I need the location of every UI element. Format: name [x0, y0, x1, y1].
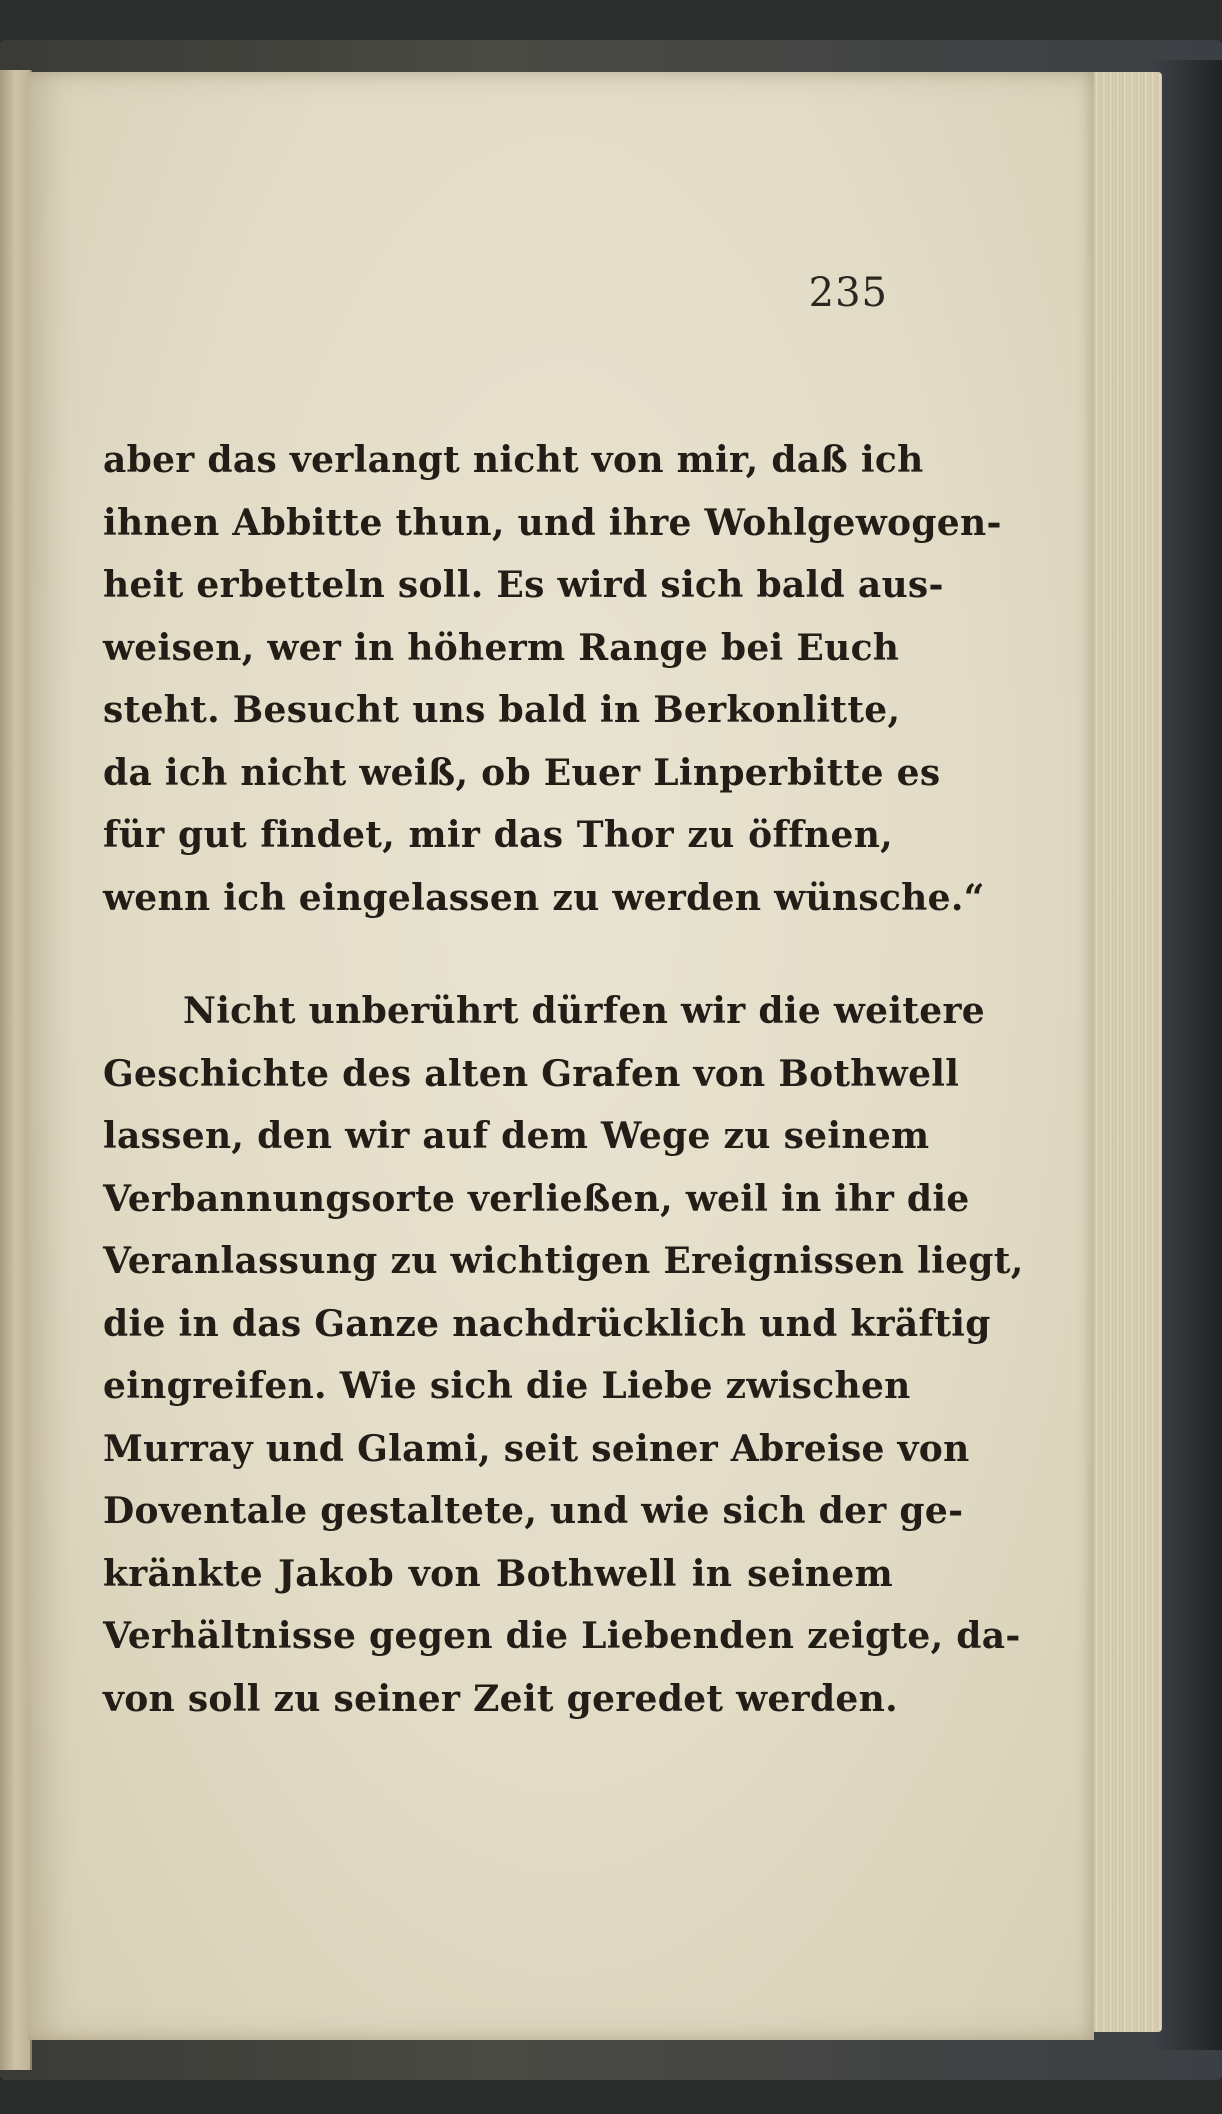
- page-stack-edge: [1090, 72, 1162, 2032]
- text-line: Veranlassung zu wichtigen Ereignissen liegt,: [103, 1240, 1024, 1282]
- paragraph-1: [103, 429, 1002, 929]
- text-line: lassen, den wir auf dem Wege zu seinem: [103, 1115, 930, 1157]
- text-line: da ich nicht weiß, ob Euer Linperbitte es: [103, 751, 941, 794]
- book-cover-edge: [1152, 60, 1222, 2050]
- text-line: von soll zu seiner Zeit geredet werden.: [103, 1677, 898, 1720]
- text-line: für gut findet, mir das Thor zu öffnen,: [103, 814, 893, 856]
- text-line: kränkte Jakob von Bothwell in seinem: [103, 1552, 893, 1595]
- text-line: eingreifen. Wie sich die Liebe zwischen: [103, 1365, 911, 1407]
- text-line: steht. Besucht uns bald in Berkonlitte,: [103, 689, 901, 731]
- text-line: weisen, wer in höherm Range bei Euch: [103, 626, 900, 669]
- text-line: ihnen Abbitte thun, und ihre Wohlgewogen-: [103, 501, 1002, 544]
- text-line: Doventale gestaltete, und wie sich der ge-: [103, 1490, 964, 1532]
- text-line: Verbannungsorte verließen, weil in ihr die: [103, 1177, 970, 1220]
- paragraph-2: [103, 980, 1024, 1730]
- page-number: 235: [808, 270, 888, 316]
- text-line: Verhältnisse gegen die Liebenden zeigte, da-: [103, 1615, 1021, 1657]
- text-line: wenn ich eingelassen zu werden wünsche.“: [103, 876, 985, 919]
- text-line: aber das verlangt nicht von mir, daß ich: [103, 439, 924, 481]
- book-page: [28, 72, 1094, 2040]
- text-line: Murray und Glami, seit seiner Abreise von: [103, 1427, 970, 1470]
- text-line: die in das Ganze nachdrücklich und kräftig: [103, 1302, 991, 1345]
- text-line: Nicht unberührt dürfen wir die weitere: [183, 990, 985, 1032]
- text-line: heit erbetteln soll. Es wird sich bald aus-: [103, 564, 944, 606]
- text-line: Geschichte des alten Grafen von Bothwell: [103, 1052, 960, 1095]
